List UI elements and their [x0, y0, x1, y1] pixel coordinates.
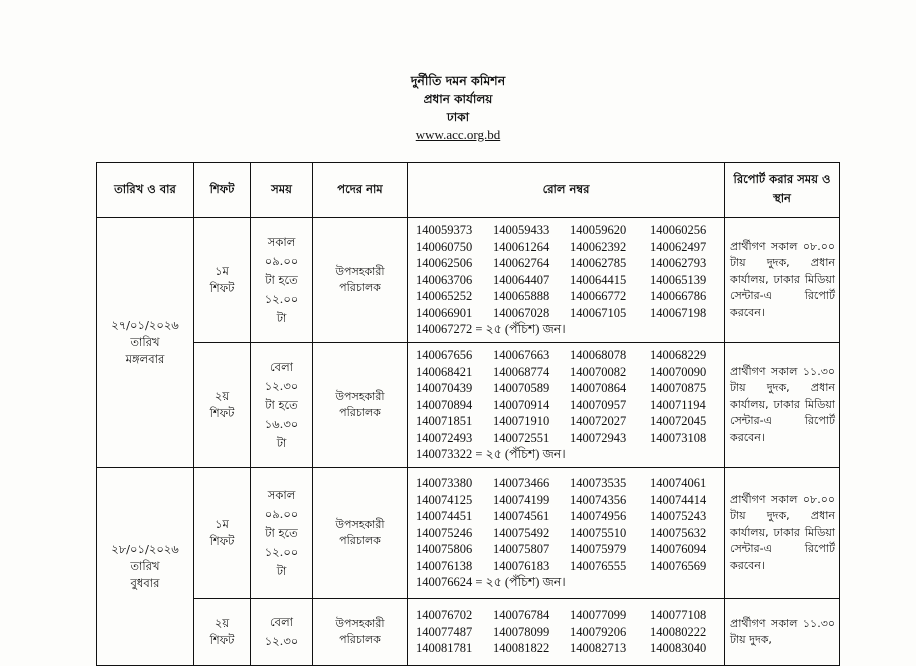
roll-total: 140076624 = ২৫ (পঁচিশ) জন। — [416, 575, 566, 590]
roll-number: 140072551 — [493, 430, 550, 445]
roll-number: 140072493 — [416, 430, 473, 445]
roll-number: 140076094 — [650, 542, 707, 557]
time-line: ১৬.৩০ — [264, 416, 299, 431]
shift-line: শিফট — [209, 281, 235, 295]
roll-number: 140065252 — [416, 289, 473, 304]
roll-number: 140075806 — [416, 542, 473, 557]
roll-number: 140081781 — [416, 641, 473, 656]
roll-number: 140065888 — [493, 289, 550, 304]
roll-number: 140077099 — [570, 608, 627, 623]
time-line: বেলা — [270, 615, 293, 629]
roll-number: 140076138 — [416, 558, 473, 573]
roll-cell — [408, 468, 725, 599]
roll-number: 140075979 — [570, 542, 627, 557]
exam-date: ২৭/০১/২০২৬ — [111, 318, 179, 332]
roll-number: 140060750 — [416, 239, 473, 254]
roll-number: 140075492 — [493, 525, 550, 540]
roll-number: 140067028 — [493, 305, 550, 320]
date-cell — [97, 218, 194, 468]
roll-number: 140081822 — [493, 641, 550, 656]
column-header-date: তারিখ ও বার — [97, 163, 194, 218]
post-cell — [313, 599, 408, 666]
roll-number: 140073380 — [416, 475, 473, 490]
date-label: তারিখ — [130, 559, 160, 573]
time-line: টা হতে — [265, 525, 298, 540]
roll-total: 140067272 = ২৫ (পঁচিশ) জন। — [416, 322, 566, 337]
roll-number: 140070439 — [416, 381, 473, 396]
time-line: বেলা — [270, 359, 293, 374]
time-cell — [251, 599, 313, 666]
roll-cell — [408, 343, 725, 468]
roll-number: 140075807 — [493, 542, 550, 557]
roll-number: 140068421 — [416, 364, 473, 379]
roll-number: 140074356 — [570, 492, 627, 507]
roll-number: 140068774 — [493, 364, 550, 379]
report-cell — [725, 468, 840, 599]
shift-line: শিফট — [209, 633, 235, 647]
roll-number: 140059620 — [570, 222, 627, 237]
roll-number: 140072045 — [650, 414, 707, 429]
table-header-row — [97, 163, 840, 218]
table-row — [97, 599, 840, 666]
post-cell — [313, 343, 408, 468]
post-cell — [313, 218, 408, 343]
column-header-shift: শিফট — [194, 163, 251, 218]
time-cell — [251, 218, 313, 343]
roll-number: 140059433 — [493, 222, 550, 237]
shift-line: শিফট — [209, 534, 235, 548]
report-cell — [725, 599, 840, 666]
time-line: টা হতে — [265, 272, 298, 287]
roll-number: 140071194 — [650, 397, 706, 412]
post-cell — [313, 468, 408, 599]
roll-number: 140063706 — [416, 272, 473, 287]
weekday: বুধবার — [130, 576, 160, 590]
roll-number: 140062764 — [493, 256, 550, 271]
date-cell — [97, 468, 194, 666]
time-line: টা — [276, 563, 287, 578]
roll-list — [416, 222, 724, 322]
document-header — [0, 72, 916, 144]
exam-schedule-table — [96, 162, 840, 666]
roll-number: 140064407 — [493, 272, 550, 287]
report-cell — [725, 343, 840, 468]
post-line: পরিচালক — [339, 281, 381, 294]
roll-number: 140074199 — [493, 492, 550, 507]
roll-number: 140072027 — [570, 414, 627, 429]
roll-cell — [408, 599, 725, 666]
roll-number: 140061264 — [493, 239, 550, 254]
roll-number: 140071851 — [416, 414, 473, 429]
roll-number: 140062793 — [650, 256, 707, 271]
roll-number: 140070864 — [570, 381, 627, 396]
shift-cell — [194, 343, 251, 468]
roll-number: 140074956 — [570, 509, 627, 524]
roll-number: 140079206 — [570, 624, 627, 639]
roll-number: 140067656 — [416, 347, 473, 362]
date-label: তারিখ — [130, 335, 160, 349]
post-line: পরিচালক — [339, 534, 381, 547]
roll-number: 140075632 — [650, 525, 707, 540]
time-line: সকাল — [267, 487, 296, 502]
time-line: ১২.০০ — [264, 544, 299, 559]
roll-number: 140062785 — [570, 256, 627, 271]
shift-line: ১ম — [215, 517, 229, 531]
report-instruction: প্রার্থীগণ সকাল ১১.৩০ টায় দুদক, — [730, 616, 835, 646]
roll-number: 140077108 — [650, 608, 707, 623]
post-line: উপসহকারী — [335, 518, 385, 531]
roll-number: 140074061 — [650, 475, 707, 490]
roll-number: 140083040 — [650, 641, 707, 656]
table-row — [97, 468, 840, 599]
report-cell — [725, 218, 840, 343]
office-name: প্রধান কার্যালয় — [423, 92, 493, 106]
time-line: সকাল — [267, 234, 296, 249]
exam-date: ২৮/০১/২০২৬ — [111, 542, 179, 556]
report-instruction: প্রার্থীগণ সকাল ০৮.০০ টায় দুদক, প্রধান কার্যালয়, ঢাকার মিডিয়া সেন্টার-এ রিপোর্ট করবেন। — [730, 492, 835, 572]
roll-number: 140070894 — [416, 397, 473, 412]
roll-number: 140074125 — [416, 492, 473, 507]
roll-number: 140070090 — [650, 364, 707, 379]
weekday: মঙ্গলবার — [125, 352, 165, 366]
roll-number: 140074414 — [650, 492, 707, 507]
roll-number: 140075243 — [650, 509, 707, 524]
time-line: টা — [276, 310, 287, 325]
roll-number: 140070914 — [493, 397, 550, 412]
roll-number: 140066786 — [650, 289, 707, 304]
time-line: ০৯.০০ — [264, 253, 299, 268]
roll-number: 140078099 — [493, 624, 550, 639]
roll-number: 140080222 — [650, 624, 707, 639]
roll-list — [416, 607, 724, 657]
column-header-roll: রোল নম্বর — [408, 163, 725, 218]
roll-number: 140067105 — [570, 305, 627, 320]
shift-cell — [194, 468, 251, 599]
time-line: টা হতে — [265, 397, 298, 412]
post-line: উপসহকারী — [335, 390, 385, 403]
roll-cell — [408, 218, 725, 343]
time-cell — [251, 343, 313, 468]
roll-number: 140073108 — [650, 430, 707, 445]
roll-number: 140059373 — [416, 222, 473, 237]
roll-number: 140075510 — [570, 525, 627, 540]
shift-cell — [194, 599, 251, 666]
roll-number: 140066772 — [570, 289, 627, 304]
roll-number: 140074561 — [493, 509, 550, 524]
roll-number: 140064415 — [570, 272, 627, 287]
column-header-report: রিপোর্ট করার সময় ও স্থান — [725, 163, 840, 218]
time-line: ১২.৩০ — [264, 634, 299, 648]
website-link[interactable]: www.acc.org.bd — [415, 127, 501, 142]
city-name: ঢাকা — [446, 110, 470, 124]
roll-number: 140077487 — [416, 624, 473, 639]
roll-number: 140070957 — [570, 397, 627, 412]
roll-number: 140062392 — [570, 239, 627, 254]
post-line: উপসহকারী — [335, 617, 385, 630]
roll-number: 140075246 — [416, 525, 473, 540]
time-cell — [251, 468, 313, 599]
roll-number: 140076784 — [493, 608, 550, 623]
roll-number: 140076702 — [416, 608, 473, 623]
roll-number: 140073535 — [570, 475, 627, 490]
roll-number: 140067663 — [493, 347, 550, 362]
time-line: টা — [276, 435, 287, 450]
roll-number: 140076183 — [493, 558, 550, 573]
roll-number: 140062497 — [650, 239, 707, 254]
roll-number: 140074451 — [416, 509, 473, 524]
post-line: পরিচালক — [339, 406, 381, 419]
table-row — [97, 343, 840, 468]
roll-number: 140068229 — [650, 347, 707, 362]
shift-line: ২য় — [214, 389, 230, 403]
shift-line: ১ম — [215, 264, 229, 278]
organization-name: দুর্নীতি দমন কমিশন — [410, 73, 506, 88]
time-line: ১২.৩০ — [264, 378, 299, 393]
roll-number: 140076555 — [570, 558, 627, 573]
roll-number: 140060256 — [650, 222, 707, 237]
roll-number: 140067198 — [650, 305, 707, 320]
report-instruction: প্রার্থীগণ সকাল ১১.৩০ টায় দুদক, প্রধান কার্যালয়, ঢাকার মিডিয়া সেন্টার-এ রিপোর্ট করবেন। — [730, 364, 835, 444]
post-line: উপসহকারী — [335, 265, 385, 278]
post-line: পরিচালক — [339, 633, 381, 646]
table-row — [97, 218, 840, 343]
roll-number: 140062506 — [416, 256, 473, 271]
shift-line: শিফট — [209, 406, 235, 420]
column-header-time: সময় — [251, 163, 313, 218]
roll-number: 140070082 — [570, 364, 627, 379]
roll-number: 140071910 — [493, 414, 550, 429]
roll-number: 140073466 — [493, 475, 550, 490]
column-header-post: পদের নাম — [313, 163, 408, 218]
roll-number: 140082713 — [570, 641, 627, 656]
shift-line: ২য় — [214, 616, 230, 630]
roll-number: 140066901 — [416, 305, 473, 320]
shift-cell — [194, 218, 251, 343]
roll-number: 140072943 — [570, 430, 627, 445]
time-line: ০৯.০০ — [264, 506, 299, 521]
roll-list — [416, 347, 724, 447]
roll-number: 140076569 — [650, 558, 707, 573]
roll-total: 140073322 = ২৫ (পঁচিশ) জন। — [416, 447, 566, 462]
roll-number: 140070875 — [650, 381, 707, 396]
time-line: ১২.০০ — [264, 291, 299, 306]
roll-number: 140065139 — [650, 272, 707, 287]
report-instruction: প্রার্থীগণ সকাল ০৮.০০ টায় দুদক, প্রধান কার্যালয়, ঢাকার মিডিয়া সেন্টার-এ রিপোর্ট করবেন। — [730, 239, 835, 319]
roll-number: 140070589 — [493, 381, 550, 396]
roll-list — [416, 475, 724, 575]
roll-number: 140068078 — [570, 347, 627, 362]
